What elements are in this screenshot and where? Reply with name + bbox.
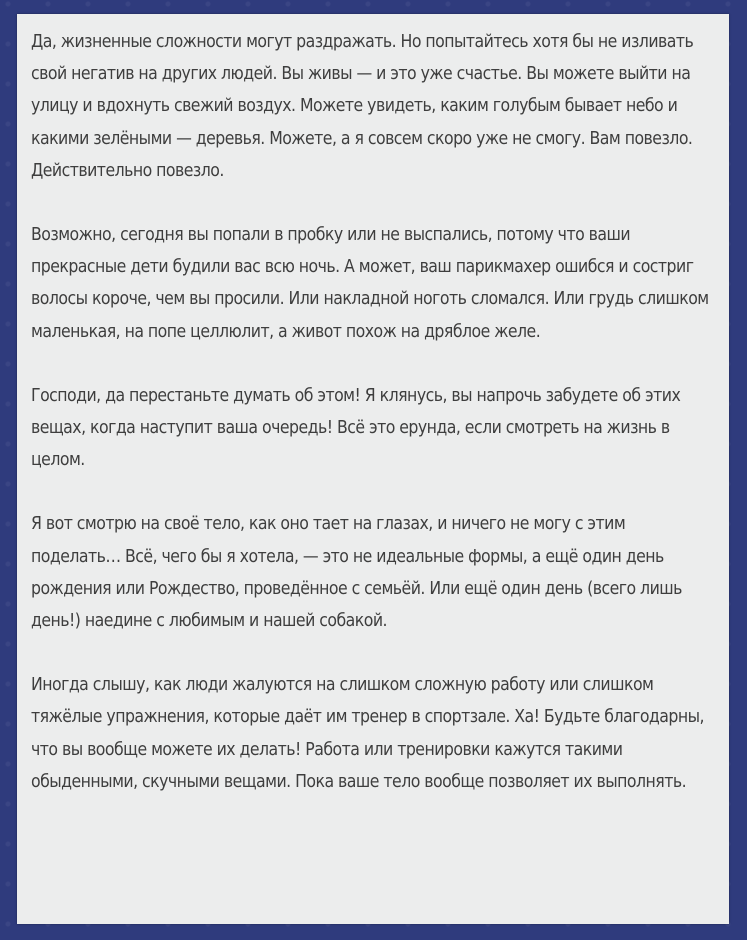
paragraph-2: Возможно, сегодня вы попали в пробку или не выспались, потому что ваши прекрасные дети будили вас всю ночь. А может, ваш парикмахер ошибся и состриг волосы короче, чем вы просили. Или накладной ноготь сломался. Или грудь слишком маленькая, на попе целлюлит, а живот похож на дряблое желе. bbox=[31, 225, 709, 342]
paragraph-4: Я вот смотрю на своё тело, как оно тает на глазах, и ничего не могу с этим поделать… Всё, чего бы я хотела, — это не идеальные формы, а ещё один день рождения или Рождество, проведённое с семьёй. Или ещё один день (всего лишь день!) наедине с любимым и нашей собакой. bbox=[31, 514, 682, 632]
paragraph-3: Господи, да перестаньте думать об этом! Я клянусь, вы напрочь забудете об этих вещах, когда наступит ваша очередь! Всё это ерунда, если смотреть на жизнь в целом. bbox=[31, 385, 681, 471]
article-text bbox=[31, 26, 717, 830]
paragraph-1: Да, жизненные сложности могут раздражать. Но попытайтесь хотя бы не изливать свой негатив на других людей. Вы живы — и это уже счастье. Вы можете выйти на улицу и вдохнуть свежий воздух. Можете увидеть, каким голубым бывает небо и какими зелёными — деревья. Можете, а я совсем скоро уже не смогу. Вам повезло. Действительно повезло. bbox=[31, 32, 694, 181]
text-card bbox=[17, 14, 729, 924]
paragraph-5: Иногда слышу, как люди жалуются на слишком сложную работу или слишком тяжёлые упражнения, которые даёт им тренер в спортзале. Ха! Будьте благодарны, что вы вообще можете их делать! Работа или тренировки кажутся такими обыденными, скучными вещами. Пока ваше тело вообще позволяет их выполнять. bbox=[31, 675, 704, 792]
